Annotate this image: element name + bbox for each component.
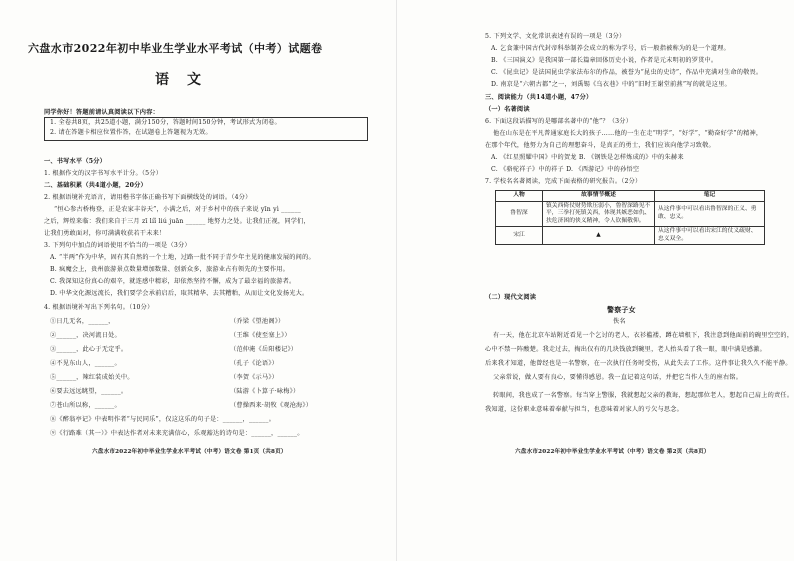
option-d: D. 南京是“六朝古都”之一，刘禹锡《乌衣巷》中的“旧时王谢堂前燕”写的就是这里。 xyxy=(491,81,731,88)
poem-blank[interactable]: ①日几无名，______， xyxy=(50,318,115,325)
notice-line-1: 1. 全卷共8页，共25道小题，满分150分，答题时间150分钟，考试形式为闭卷。 xyxy=(50,119,281,126)
article-paragraph: 后来我才知道，他曾经也是一名警察，在一次执行任务时受伤，从此失去了工作。这件事让我久久不能平静。 xyxy=(485,360,792,367)
question-text: 6. 下面这段话描写的是哪部名著中的“他”？（3分） xyxy=(485,118,633,125)
subsection-heading: （二）现代文阅读 xyxy=(485,294,537,301)
poem-blank[interactable]: ②______，决河流日处。 xyxy=(50,332,121,339)
research-table xyxy=(495,190,765,245)
notice-heading: 同学你好！答题前请认真阅读以下内容： xyxy=(44,109,159,116)
option-a: A. “半两”作为中华，固有其自然的一个土地，过路一批不同于青少年主见的健康发展的间的。 xyxy=(50,254,315,261)
table-header-cell: 人物 xyxy=(496,191,543,202)
table-cell-note: 从这件事中可以看出鲁智深的正义、勇敢、忠义。 xyxy=(655,201,765,227)
table-cell-note: 从这件事中可以看出宋江的仗义疏财、忠义双全。 xyxy=(655,227,765,245)
poem-blank[interactable]: ⑨《行路难（其一）》中表达作者对未来充满信心，乐观豁达的诗句是：______，______。 xyxy=(50,430,304,437)
option-b: B. 疯魔会上，贵州旅游景点数量增加数量、创新众多，旅游业占有领先的主要作用。 xyxy=(50,266,290,273)
article-title: 警察子女 xyxy=(607,305,636,314)
article-paragraph: 转眼间，我也成了一名警察。每当穿上警服，我就想起父亲的教诲，想起那位老人，想起自己肩上的责任。 xyxy=(493,392,794,399)
poem-source: （曹操西来·胡牧《观沧海》） xyxy=(230,402,313,409)
poem-blank[interactable]: ⑤______，辣红装成始关中。 xyxy=(50,374,134,381)
table-cell-plot: 镇关西倚仗财势欺压弱小，鲁智深路见不平，三拳打死镇关西，体现其嫉恶如仇、扶危济困的侠义精神，令人钦佩敬仰。 xyxy=(543,201,655,227)
subject-title: 语文 xyxy=(155,72,219,88)
article-paragraph: 父亲常说，做人要有良心，要懂得感恩。我一直记着这句话，并把它当作人生的座右铭。 xyxy=(493,374,743,381)
poem-source: （乔梁《望池阁》） xyxy=(230,318,285,325)
table-cell-blank[interactable]: ▲ xyxy=(543,227,655,245)
page-footer: 六盘水市2022年初中毕业生学业水平考试（中考）语文卷 第2页（共8页） xyxy=(515,449,710,455)
question-text: 5. 下列文学、文化常识表述有误的一项是（3分） xyxy=(485,33,626,40)
table-header-cell: 笔记 xyxy=(655,191,765,202)
poem-blank[interactable]: ④不见东山人，______。 xyxy=(50,360,121,367)
poem-blank[interactable]: ⑧《醉翁亭记》中表明作者“与民同乐”，仅这这乐的句子是：______，______。 xyxy=(50,416,276,423)
question-text: 4. 根据语境补写出下列名句。（10分） xyxy=(44,304,154,311)
poem-blank[interactable]: ⑦苍山所以称，______。 xyxy=(50,402,121,409)
notice-line-2: 2. 请在答题卡相应位置作答，在试题卷上答题视为无效。 xyxy=(50,129,212,136)
poem-source: （李贺《示马》） xyxy=(230,374,278,381)
poem-source: （范仲淹《岳阳楼记》） xyxy=(230,346,298,353)
page-footer: 六盘水市2022年初中毕业生学业水平考试（中考）语文卷 第1页（共8页） xyxy=(92,449,287,455)
table-row xyxy=(496,227,765,245)
passage-text: 之后，辉煌来临：我们来自于三月 zī líǐ liú juān ______ 地努力之处。让我们正视，同学们， xyxy=(44,218,310,225)
article-paragraph: 有一天，他在北京车站附近看见一个乞讨的老人，衣衫褴褛，蹲在墙根下，我注意到他面前的碗里空空的， xyxy=(493,332,794,339)
section-heading: 三、阅读能力（共14道小题，47分） xyxy=(485,94,593,101)
table-header-row xyxy=(496,191,765,202)
question-text: 1. 根据作文的汉字书写水平计分。（5分） xyxy=(44,170,163,177)
passage-text: 在那个年代，他努力为自己的理想奋斗，是真正的勇士，我们应该向他学习致敬。 xyxy=(485,142,715,149)
question-text: 7. 学校名名著阅读，完成下面表格的研究报告。（2分） xyxy=(485,178,642,185)
page-right xyxy=(397,0,794,561)
table-header-cell: 故事情节概述 xyxy=(543,191,655,202)
article-author: 佚名 xyxy=(613,318,626,325)
poem-source: （孔子《论语》） xyxy=(230,360,278,367)
option-d: D. 中华文化源远流长，我们要学会承前启后，取其精华、去其糟粕，从而让文化发扬光大。 xyxy=(50,290,309,297)
poem-source: （王维《使至塞上》） xyxy=(230,332,291,339)
poem-blank[interactable]: ⑥要去远远眺望，______。 xyxy=(50,388,128,395)
option-c: C. 我深知这份真心的艰辛，就连感中精彩，却依然坚持不懈，成为了最幸福的旅游者。 xyxy=(50,278,296,285)
article-paragraph: 心中不禁一阵酸楚。我走过去，掏出仅有的几块钱放到碗里，老人抬头看了我一眼，眼中满是感激。 xyxy=(485,346,767,353)
table-cell-name: 鲁智深 xyxy=(496,201,543,227)
passage-text: 让我们勇敢面对，你可满满收获若干未来！ xyxy=(44,230,166,237)
table-cell-name: 宋江 xyxy=(496,227,543,245)
article-paragraph: 我知道，这份职业意味着奉献与担当，也意味着对家人的亏欠与思念。 xyxy=(485,406,684,413)
question-text: 3. 下列句中加点的词语使用不恰当的一项是（3分） xyxy=(44,242,191,249)
subsection-heading: （一）名著阅读 xyxy=(485,106,530,113)
option-cd: C. 《骆驼祥子》中的祥子 D. 《西游记》中的孙悟空 xyxy=(491,166,640,173)
option-ab: A. 《红星照耀中国》中的贺龙 B. 《钢铁是怎样炼成的》中的朱赫来 xyxy=(491,154,684,161)
section-heading: 二、基础积累（共4道小题，20分） xyxy=(44,182,147,189)
exam-title: 六盘水市2022年初中毕业生学业水平考试（中考）试题卷 xyxy=(28,42,323,55)
option-a: A. 乞食兼中国古代封帝科举制养会成立的称为学号，后一般指被称为的是一个道理。 xyxy=(491,45,730,52)
option-b: B. 《三国演义》是我国第一部长篇章回体历史小说，作者是元末明初的罗贯中。 xyxy=(491,57,718,64)
poem-blank[interactable]: ③______，此心于无定乎。 xyxy=(50,346,128,353)
option-c: C. 《昆虫记》是法国昆虫学家法布尔的作品，被誉为“昆虫的史诗”，作品中充满对生命的敬畏。 xyxy=(491,69,763,76)
section-heading: 一、书写水平（5分） xyxy=(44,158,106,165)
poem-source: （陆游《卜算子·咏梅》） xyxy=(230,388,300,395)
passage-text: 他在山东是在平凡普通家庭长大的孩子……他的一生在走“明学”，“好学”，“勤奋好学”的精神， xyxy=(493,130,763,137)
table-row xyxy=(496,201,765,227)
passage-text: “恒心参古桥梅登，正是农家丰谷天”，小满之后，对于乡村中的孩子来说 yīn yì ______ xyxy=(54,206,301,213)
question-text: 2. 根据语境补充语言，请用楷书字体正确书写下面横线处的词语。（4分） xyxy=(44,194,252,201)
